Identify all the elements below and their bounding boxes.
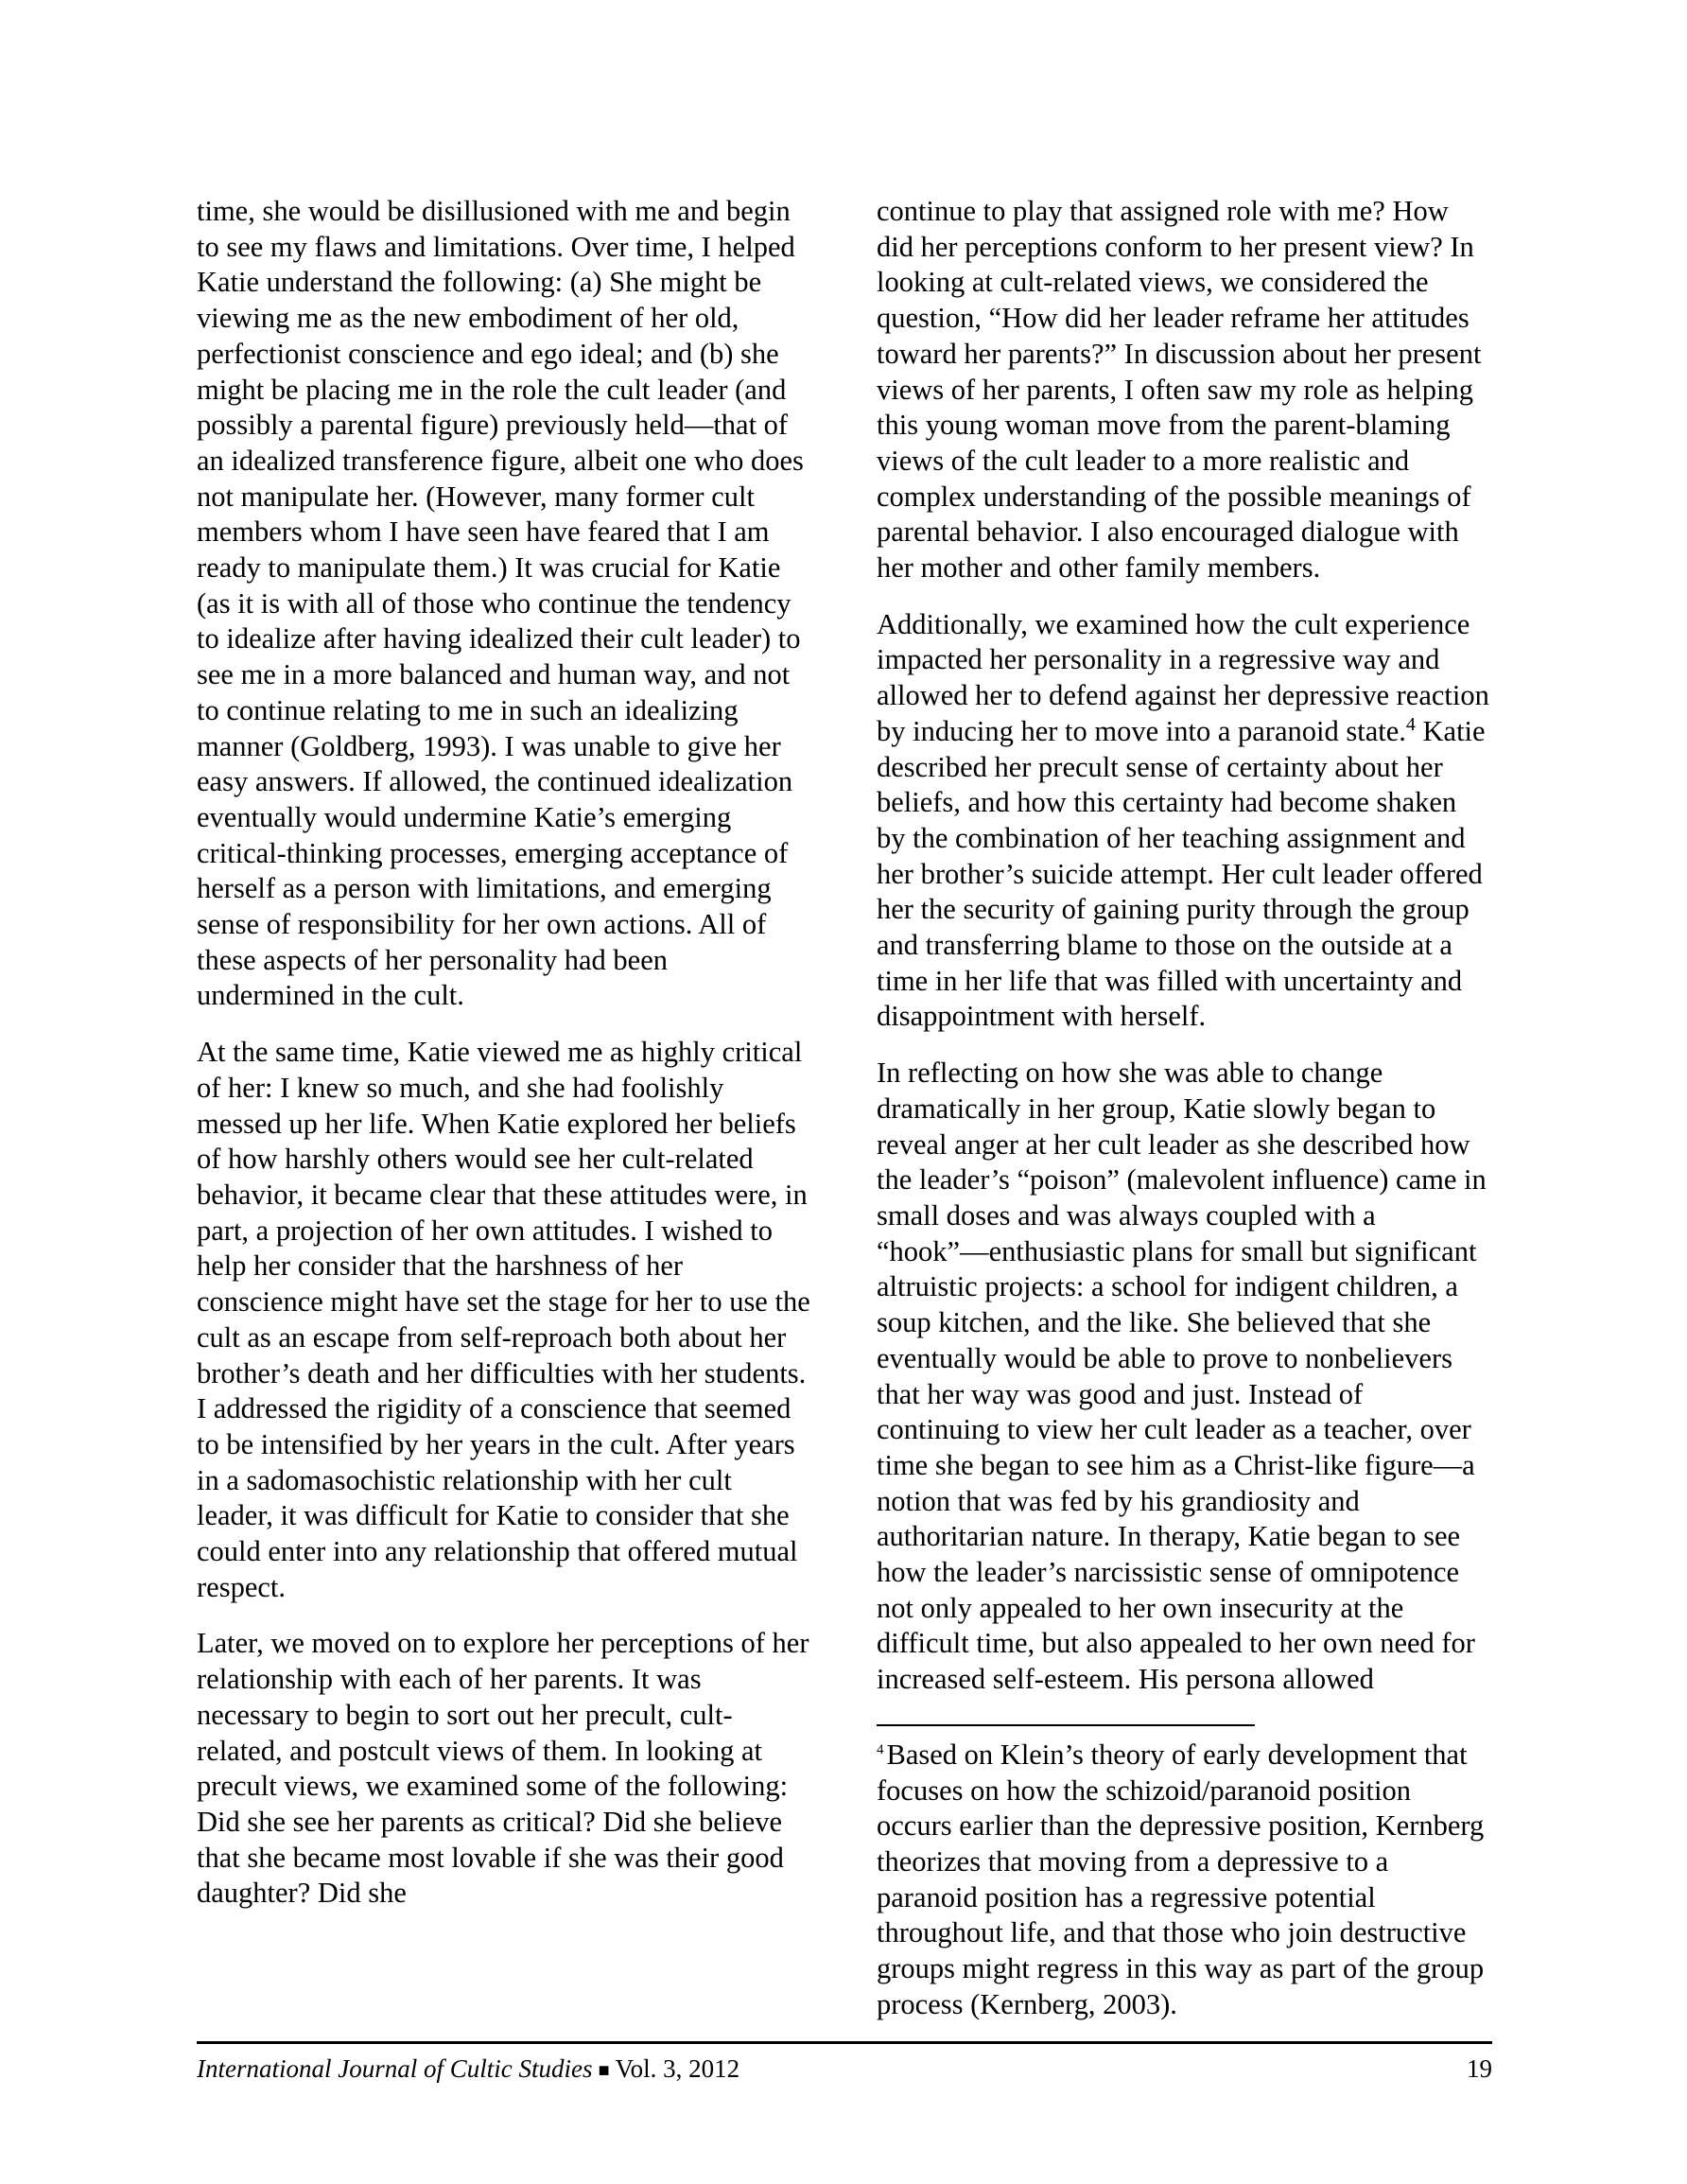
- two-column-body: [197, 194, 1492, 2029]
- paragraph-with-footnote-ref: [877, 607, 1492, 1035]
- footnote-area: [877, 1719, 1492, 2044]
- footer-divider: [197, 2041, 1492, 2044]
- paragraph-text-part-2: Katie described her precult sense of certainty about her beliefs, and how this certainty had become shaken by the combination of her teaching assignment and her brother’s suicide attempt. Her cult leader offered her the security of gaining purity through the group and transferring blame to those on the outside at a time in her life that was filled with uncertainty and disappointment with herself.: [877, 714, 1486, 1033]
- paragraph: time, she would be disillusioned with me and begin to see my flaws and limitations. Over time, I helped Katie understand the following: (a) She might be viewing me as the new embodiment of her old, perfectionist conscience and ego ideal; and (b) she might be placing me in the role the cult leader (and possibly a parental figure) previously held—that of an idealized transference figure, albeit one who does not manipulate her. (However, many former cult members whom I have seen have feared that I am ready to manipulate them.) It was crucial for Katie (as it is with all of those who continue the tendency to idealize after having idealized their cult leader) to see me in a more balanced and human way, and not to continue relating to me in such an idealizing manner (Goldberg, 1993). I was unable to give her easy answers. If allowed, the continued idealization eventually would undermine Katie’s emerging critical-thinking processes, emerging acceptance of herself as a person with limitations, and emerging sense of responsibility for her own actions. All of these aspects of her personality had been undermined in the cult.: [197, 195, 804, 1012]
- page-number: 19: [1467, 2054, 1492, 2083]
- footnote-reference[interactable]: 4: [1405, 713, 1416, 735]
- footer-journal-info: [197, 2054, 739, 2084]
- paragraph: Later, we moved on to explore her perceptions of her relationship with each of her parents. It was necessary to begin to sort out her precult, cult-related, and postcult views of them. In looking at precult views, we examined some of the following: Did she see her parents as critical? Did she believe that she became most lovable if she was their good daughter? Did she: [197, 1627, 809, 1910]
- paragraph-text-part-1: Additionally, we examined how the cult experience impacted her personality in a regressive way and allowed her to defend against her depressive reaction by inducing her to move into a paranoid state.: [877, 607, 1489, 747]
- footer-volume: Vol. 3, 2012: [615, 2054, 740, 2083]
- journal-title: International Journal of Cultic Studies: [197, 2054, 593, 2083]
- page-footer: [197, 2054, 1492, 2084]
- paragraph: continue to play that assigned role with me? How did her perceptions conform to her present view? In looking at cult-related views, we considered the question, “How did her leader reframe her attitudes toward her parents?” In discussion about her present views of her parents, I often saw my role as helping this young woman move from the parent-blaming views of the cult leader to a more realistic and complex understanding of the possible meanings of parental behavior. I also encouraged dialogue with her mother and other family members.: [877, 195, 1482, 585]
- left-column: [197, 194, 812, 2029]
- footnote-separator-rule: [877, 1724, 1255, 1726]
- footnote-marker: 4: [877, 1741, 884, 1757]
- footer-separator-icon: ■: [598, 2060, 610, 2082]
- right-column: [877, 194, 1492, 2029]
- footnote-text: [877, 1738, 1492, 2023]
- footnote-body: Based on Klein’s theory of early development that focuses on how the schizoid/paranoid position occurs earlier than the depressive position, Kernberg theorizes that moving from a depressive to a paranoid position has a regressive potential throughout life, and that those who join destructive groups might regress in this way as part of the group process (Kernberg, 2003).: [877, 1738, 1485, 2020]
- paragraph: At the same time, Katie viewed me as highly critical of her: I knew so much, and she had foolishly messed up her life. When Katie explored her beliefs of how harshly others would see her cult-related behavior, it became clear that these attitudes were, in part, a projection of her own attitudes. I wished to help her consider that the harshness of her conscience might have set the stage for her to use the cult as an escape from self-reproach both about her brother’s death and her difficulties with her students. I addressed the rigidity of a conscience that seemed to be intensified by her years in the cult. After years in a sadomasochistic relationship with her cult leader, it was difficult for Katie to consider that she could enter into any relationship that offered mutual respect.: [197, 1036, 810, 1603]
- paragraph: In reflecting on how she was able to change dramatically in her group, Katie slowly began to reveal anger at her cult leader as she described how the leader’s “poison” (malevolent influence) came in small doses and was always coupled with a “hook”—enthusiastic plans for small but significant altruistic projects: a school for indigent children, a soup kitchen, and the like. She believed that she eventually would be able to prove to nonbelievers that her way was good and just. Instead of continuing to view her cult leader as a teacher, over time she began to see him as a Christ-like figure—a notion that was fed by his grandiosity and authoritarian nature. In therapy, Katie began to see how the leader’s narcissistic sense of omnipotence not only appealed to her own insecurity at the difficult time, but also appealed to her own need for increased self-esteem. His persona allowed: [877, 1057, 1487, 1696]
